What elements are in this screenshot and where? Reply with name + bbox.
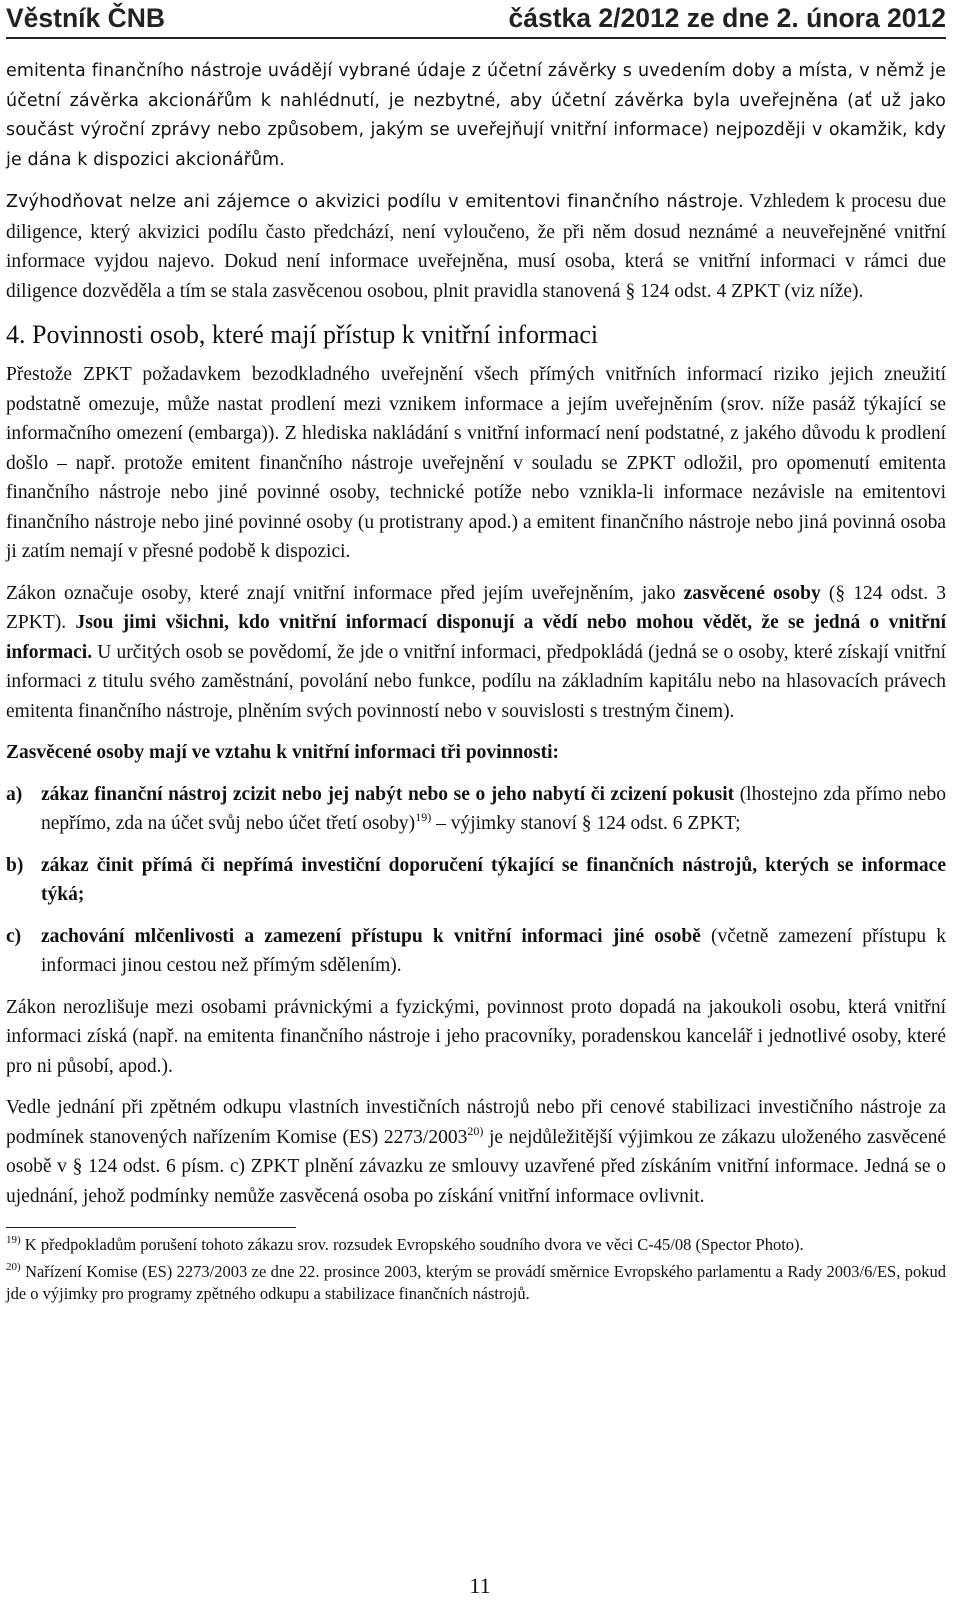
footnote-text: K předpokladům porušení tohoto zákazu srov. rozsudek Evropského soudního dvora ve věci C-45/08 (Spector Photo). [20,1235,804,1254]
duties-list [6,780,946,981]
list-marker: a) [6,783,23,805]
list-item [6,851,946,910]
duties-heading [6,738,946,768]
footnote-ref[interactable]: 19) [415,810,432,824]
paragraph: emitenta finančního nástroje uvádějí vybrané údaje z účetní závěrky s uvedením doby a místa, v němž je účetní závěrka akcionářům k nahlédnutí, je nezbytné, aby účetní závěrka byla uveřejněna (ať už jako součást výroční zprávy nebo způsobem, jakým se uveřejňují vnitřní informace) nejpozději v okamžik, kdy je dána k dispozici akcionářům. [6,61,946,170]
list-item-text [41,922,946,981]
list-item-rest: (včetně zamezení přístupu k informaci jinou cestou než přímým sdělením). [41,925,946,976]
page-number: 11 [469,1573,491,1598]
list-item-text [41,851,946,910]
list-item-bold: zachování mlčenlivosti a zamezení přístupu k vnitřní informaci jiné osobě [41,925,701,947]
paragraph-text: Vedle jednání při zpětném odkupu vlastních investičních nástrojů nebo při cenové stabilizaci investičního nástroje za podmínek stanovených nařízením Komise (ES) 2273/2003 [6,1097,946,1148]
footnote-divider [6,1227,296,1228]
footnote-number: 19) [6,1234,21,1246]
paragraph: Přestože ZPKT požadavkem bezodkladného uveřejnění všech přímých vnitřních informací riziko jejich zneužití podstatně omezuje, může nastat prodlení mezi vznikem informace a jejím uveřejněním (srov. níže pasáž týkající se informačního omezení (embarga)). Z hlediska nakládání s vnitřní informací není podstatné, z jakého důvodu k prodlení došlo – např. protože emitent finančního nástroje uveřejnění v souladu se ZPKT odložil, pro opomenutí emitenta finančního nástroje nebo jiné povinné osoby, technické potíže nebo vznikla-li informace nezávisle na emitentovi finančního nástroje nebo jiné povinné osoby (u protistrany apod.) a emitent finančního nástroje nebo jiná povinná osoba ji zatím nemají v přesné podobě k dispozici. [6,364,946,562]
term-bold: zasvěcené osoby [683,582,821,604]
section-heading: 4. Povinnosti osob, které mají přístup k vnitřní informaci [6,320,599,349]
journal-title: Věstník ČNB [6,3,166,33]
duties-heading-text: Zasvěcené osoby mají ve vztahu k vnitřní informaci tři povinnosti: [6,742,560,763]
paragraph-text: je nejdůležitější výjimkou ze zákazu uloženého zasvěcené osobě v § 124 odst. 6 písm. c) ZPKT plnění závazku ze smlouvy uzavřené před získáním vnitřní informace. Jedná se o ujednání, jehož podmínky nemůže zasvěcená osoba po získání vnitřní informace ovlivnit. [6,1126,947,1207]
document-body [6,57,946,1310]
list-item-bold: zákaz finanční nástroj zcizit nebo jej nabýt nebo se o jeho nabytí či zcizení pokusit [41,783,735,805]
paragraph-text: Vzhledem k procesu due diligence, který akvizici podílu často předchází, není vyloučeno, že při něm dosud neznámé a neuveřejněné vnitřní informace vyjdou najevo. Dokud není informace uveřejněna, musí osoba, která se vnitřní informaci v rámci due diligence dozvěděla a tím se stala zasvěcenou osobou, plnit pravidla stanovená § 124 odst. 4 ZPKT (viz níže). [6,191,947,302]
issue-info: částka 2/2012 ze dne 2. února 2012 [508,3,946,33]
list-item-rest: (lhostejno zda přímo nebo nepřímo, zda na účet svůj nebo účet třetí osoby) [41,783,946,834]
paragraph [6,1093,946,1211]
footnotes [6,1234,946,1306]
page-header [6,2,946,39]
list-item [6,780,946,839]
paragraph-text: Zákon označuje osoby, které znají vnitřní informace před jejím uveřejněním, jako [6,582,684,604]
paragraph [6,579,946,727]
footnote [6,1234,946,1257]
list-item-text [41,780,946,839]
paragraph-text: (§ 124 odst. 3 ZPKT). [6,582,946,633]
list-item-rest: – výjimky stanoví § 124 odst. 6 ZPKT; [431,813,741,834]
list-marker: b) [6,854,24,876]
list-marker: c) [6,925,22,947]
footnote-text: Nařízení Komise (ES) 2273/2003 ze dne 22. prosince 2003, kterým se provádí směrnice Evropského parlamentu a Rady 2003/6/ES, pokud jde o výjimky pro programy zpětného odkupu a stabilizace finančních nástrojů. [6,1261,946,1303]
emphasis-bold: Jsou jimi všichni, kdo vnitřní informací disponují a vědí nebo mohou vědět, že se jedná o vnitřní informaci. [6,612,946,663]
paragraph-text: U určitých osob se povědomí, že jde o vnitřní informaci, předpokládá (jedná se o osoby, které získají vnitřní informaci z titulu svého zaměstnání, povolání nebo funkce, podílu na základním kapitálu nebo na hlasovacích právech emitenta finančního nástroje, plněním svých povinností nebo v souvislosti s trestným činem). [6,641,946,722]
footnote-number: 20) [6,1260,21,1273]
footnote-ref[interactable]: 20) [467,1123,484,1138]
list-item [6,922,946,981]
footnote [6,1261,946,1306]
list-item-bold: zákaz činit přímá či nepřímá investiční doporučení týkající se finančních nástrojů, kterých se informace týká; [41,854,946,905]
paragraph [6,187,946,306]
paragraph: Zákon nerozlišuje mezi osobami právnickými a fyzickými, povinnost proto dopadá na jakoukoli osobu, která vnitřní informaci získá (např. na emitenta finančního nástroje i jeho pracovníky, poradenskou kancelář i jednotlivé osoby, které pro ni působí, apod.). [6,996,946,1077]
paragraph-sans-sentence: Zvýhodňovat nelze ani zájemce o akvizici podílu v emitentovi finančního nástroje. [6,192,744,212]
